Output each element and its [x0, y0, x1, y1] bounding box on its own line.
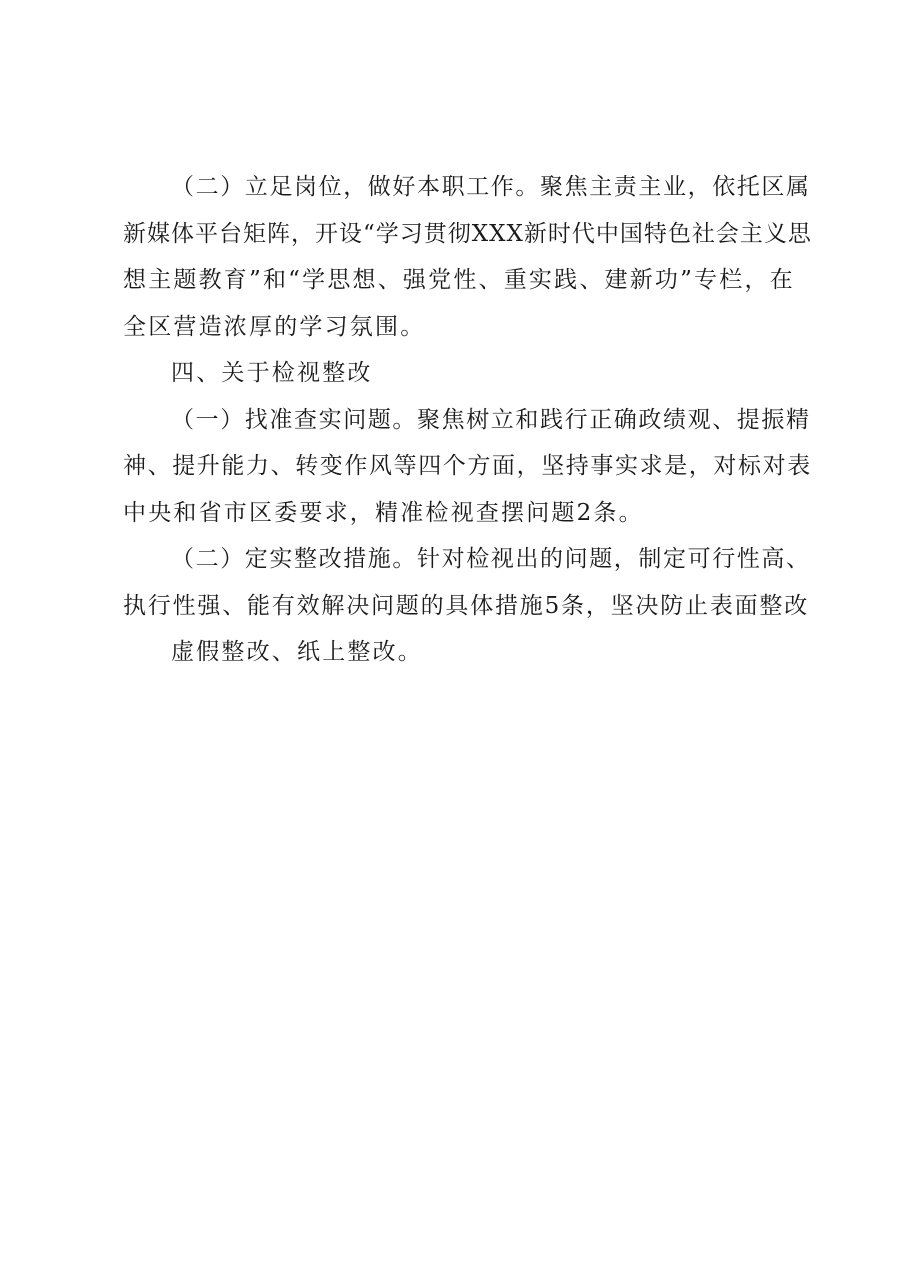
paragraph-line: 新媒体平台矩阵，开设“学习贯彻XXX新时代中国特色社会主义思: [123, 220, 812, 247]
section-heading: 四、关于检视整改: [171, 360, 373, 386]
paragraph-line: 全区营造浓厚的学习氛围。: [123, 313, 426, 340]
paragraph-line: （一）找准查实问题。聚焦树立和践行正确政绩观、提振精: [171, 406, 811, 433]
paragraph-line: 虚假整改、纸上整改。: [171, 639, 423, 665]
document-body: [123, 164, 813, 676]
paragraph-line: 执行性强、能有效解决问题的具体措施5条，坚决防止表面整改: [123, 592, 810, 619]
paragraph-line: （二）定实整改措施。针对检视出的问题，制定可行性高、: [171, 546, 811, 572]
paragraph-line: 中央和省市区委要求，精准检视查摆问题2条。: [123, 499, 644, 526]
paragraph-line: 神、提升能力、转变作风等四个方面，坚持事实求是，对标对表: [123, 453, 812, 479]
paragraph-line: 想主题教育”和“学思想、强党性、重实践、建新功”专栏，在: [123, 267, 795, 293]
paragraph-line: （二）立足岗位，做好本职工作。聚焦主责主业，依托区属: [171, 174, 811, 200]
